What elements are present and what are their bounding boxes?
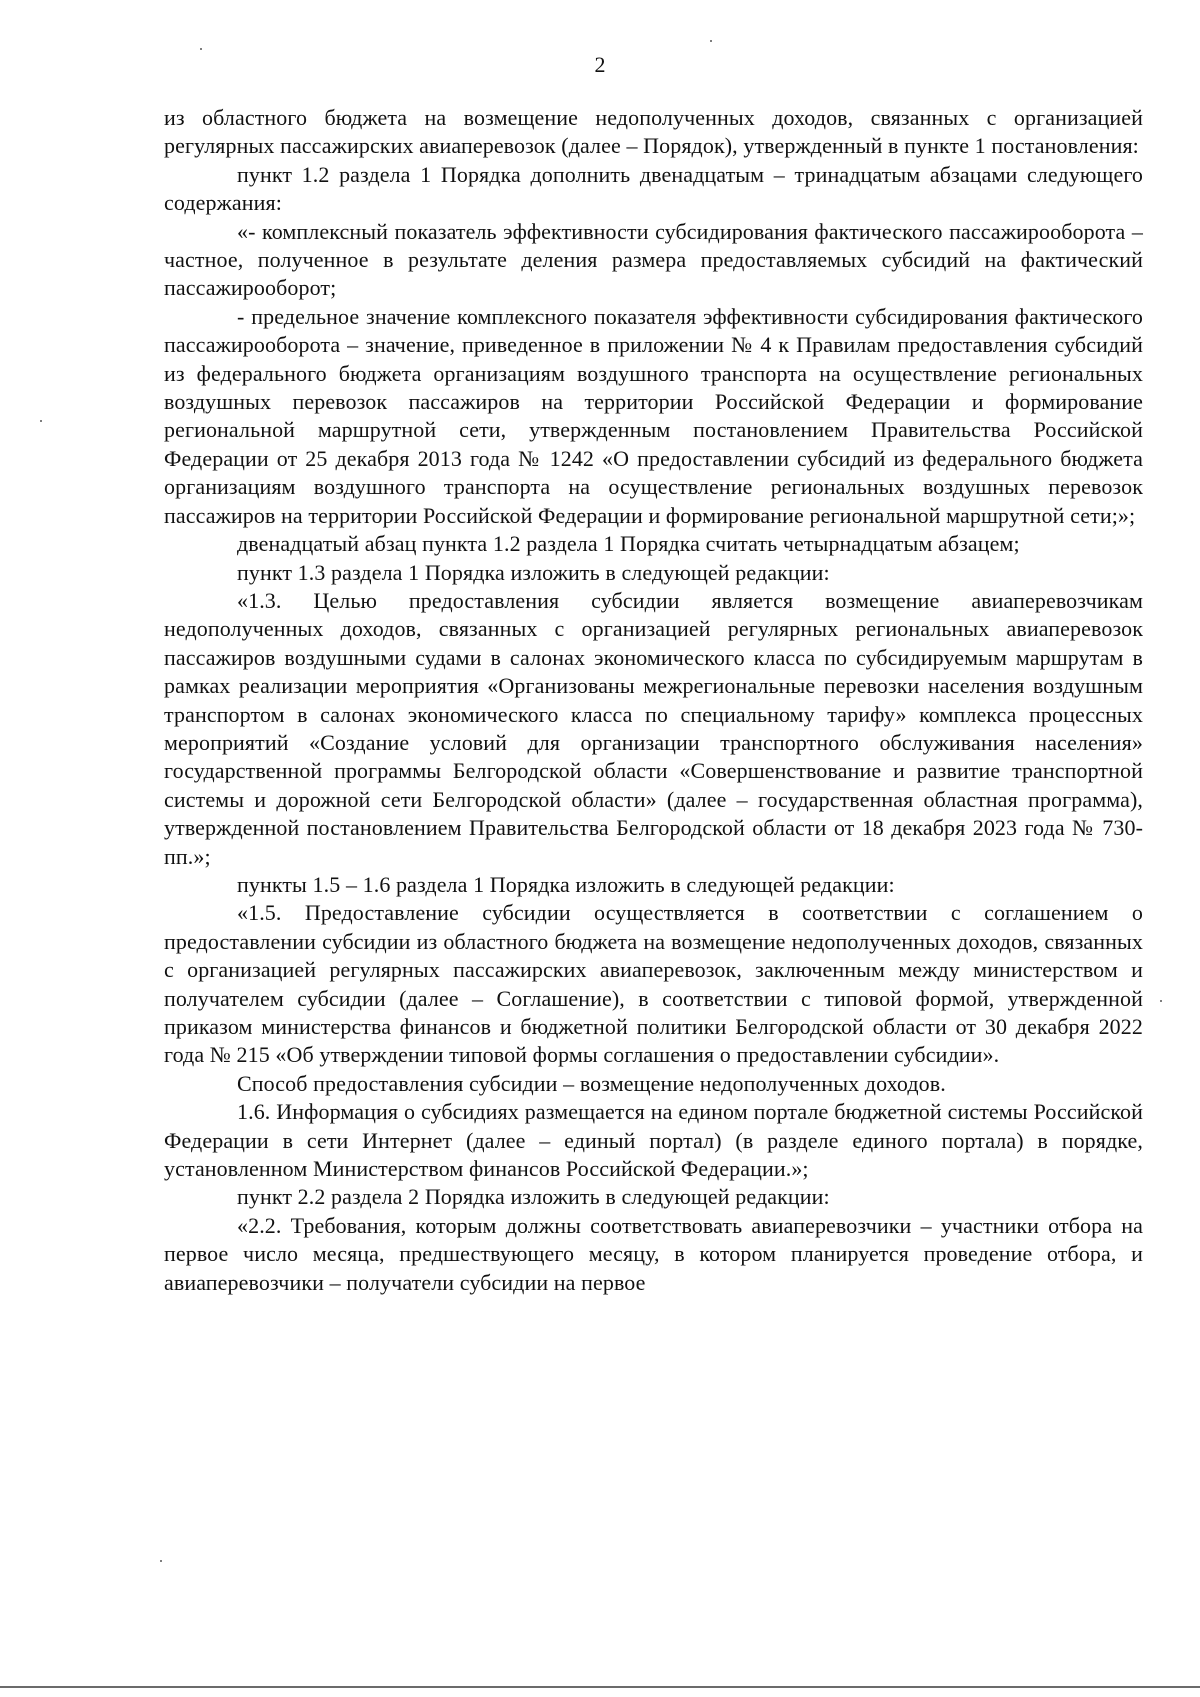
paragraph-point-1-2-amendment: пункт 1.2 раздела 1 Порядка дополнить двенадцатым – тринадцатым абзацами следующего содержания:: [164, 161, 1143, 216]
paragraph-point-1-5-text: «1.5. Предоставление субсидии осуществляется в соответствии с соглашением о предоставлении субсидии из областного бюджета на возмещение недополученных доходов, связанных с организацией регулярных пассажирских авиаперевозок, заключенным между министерством и получателем субсидии (далее – Соглашение), в соответствии с типовой формой, утвержденной приказом министерства финансов и бюджетной политики Белгородской области от 30 декабря 2022 года № 215 «Об утверждении типовой формы соглашения о предоставлении субсидии».: [164, 900, 1143, 1068]
scan-edge-line: [0, 1686, 1200, 1688]
page-number: 2: [594, 52, 606, 77]
scan-speck: [710, 40, 712, 42]
document-body: [164, 104, 1143, 1297]
paragraph-point-1-3-text: «1.3. Целью предоставления субсидии является возмещение авиаперевозчикам недополученных доходов, связанных с организацией регулярных региональных авиаперевозок пассажиров воздушными судами в салонах экономического класса по субсидируемым маршрутам в рамках реализации мероприятия «Организованы межрегиональные перевозки населения воздушным транспортом в салонах экономического класса по специальному тарифу» комплекса процессных мероприятий «Создание условий для организации транспортного обслуживания населения» государственной программы Белгородской области «Совершенствование и развитие транспортной системы и дорожной сети Белгородской области» (далее – государственная областная программа), утвержденной постановлением Правительства Белгородской области от 18 декабря 2023 года № 730-пп.»;: [164, 587, 1143, 869]
paragraph-point-1-3-amendment: пункт 1.3 раздела 1 Порядка изложить в следующей редакции:: [237, 559, 830, 585]
paragraph-point-2-2-text: «2.2. Требования, которым должны соответствовать авиаперевозчики – участники отбора на первое число месяца, предшествующего месяцу, в котором планируется проведение отбора, и авиаперевозчики – получатели субсидии на первое: [164, 1212, 1143, 1295]
paragraph-continuation: из областного бюджета на возмещение недополученных доходов, связанных с организацией регулярных пассажирских авиаперевозок (далее – Порядок), утвержденный в пункте 1 постановления:: [164, 105, 1143, 159]
paragraph-complex-indicator-definition: «- комплексный показатель эффективности субсидирования фактического пассажирооборота – частное, полученное в результате деления размера предоставляемых субсидий на фактический пассажирооборот;: [164, 218, 1143, 301]
scan-speck: [1160, 1000, 1162, 1002]
scan-speck: [200, 48, 202, 50]
paragraph-points-1-5-1-6-amendment: пункты 1.5 – 1.6 раздела 1 Порядка изложить в следующей редакции:: [237, 871, 895, 897]
paragraph-point-1-6-text: 1.6. Информация о субсидиях размещается на едином портале бюджетной системы Российской Федерации в сети Интернет (далее – единый портал) (в разделе единого портала) в порядке, установленном Министерством финансов Российской Федерации.»;: [164, 1099, 1143, 1182]
paragraph-twelfth-abzac: двенадцатый абзац пункта 1.2 раздела 1 Порядка считать четырнадцатым абзацем;: [237, 531, 1020, 557]
scan-speck: [40, 420, 42, 422]
paragraph-subsidy-method: Способ предоставления субсидии – возмещение недополученных доходов.: [237, 1070, 946, 1096]
scan-speck: [160, 1560, 162, 1562]
paragraph-point-2-2-amendment: пункт 2.2 раздела 2 Порядка изложить в следующей редакции:: [237, 1184, 830, 1210]
paragraph-limit-value-definition: - предельное значение комплексного показателя эффективности субсидирования фактического пассажирооборота – значение, приведенное в приложении № 4 к Правилам предоставления субсидий из федерального бюджета организациям воздушного транспорта на осуществление региональных воздушных перевозок пассажиров на территории Российской Федерации и формирование региональной маршрутной сети, утвержденным постановлением Правительства Российской Федерации от 25 декабря 2013 года № 1242 «О предоставлении субсидий из федерального бюджета организациям воздушного транспорта на осуществление региональных воздушных перевозок пассажиров на территории Российской Федерации и формирование региональной маршрутной сети;»;: [164, 303, 1143, 528]
